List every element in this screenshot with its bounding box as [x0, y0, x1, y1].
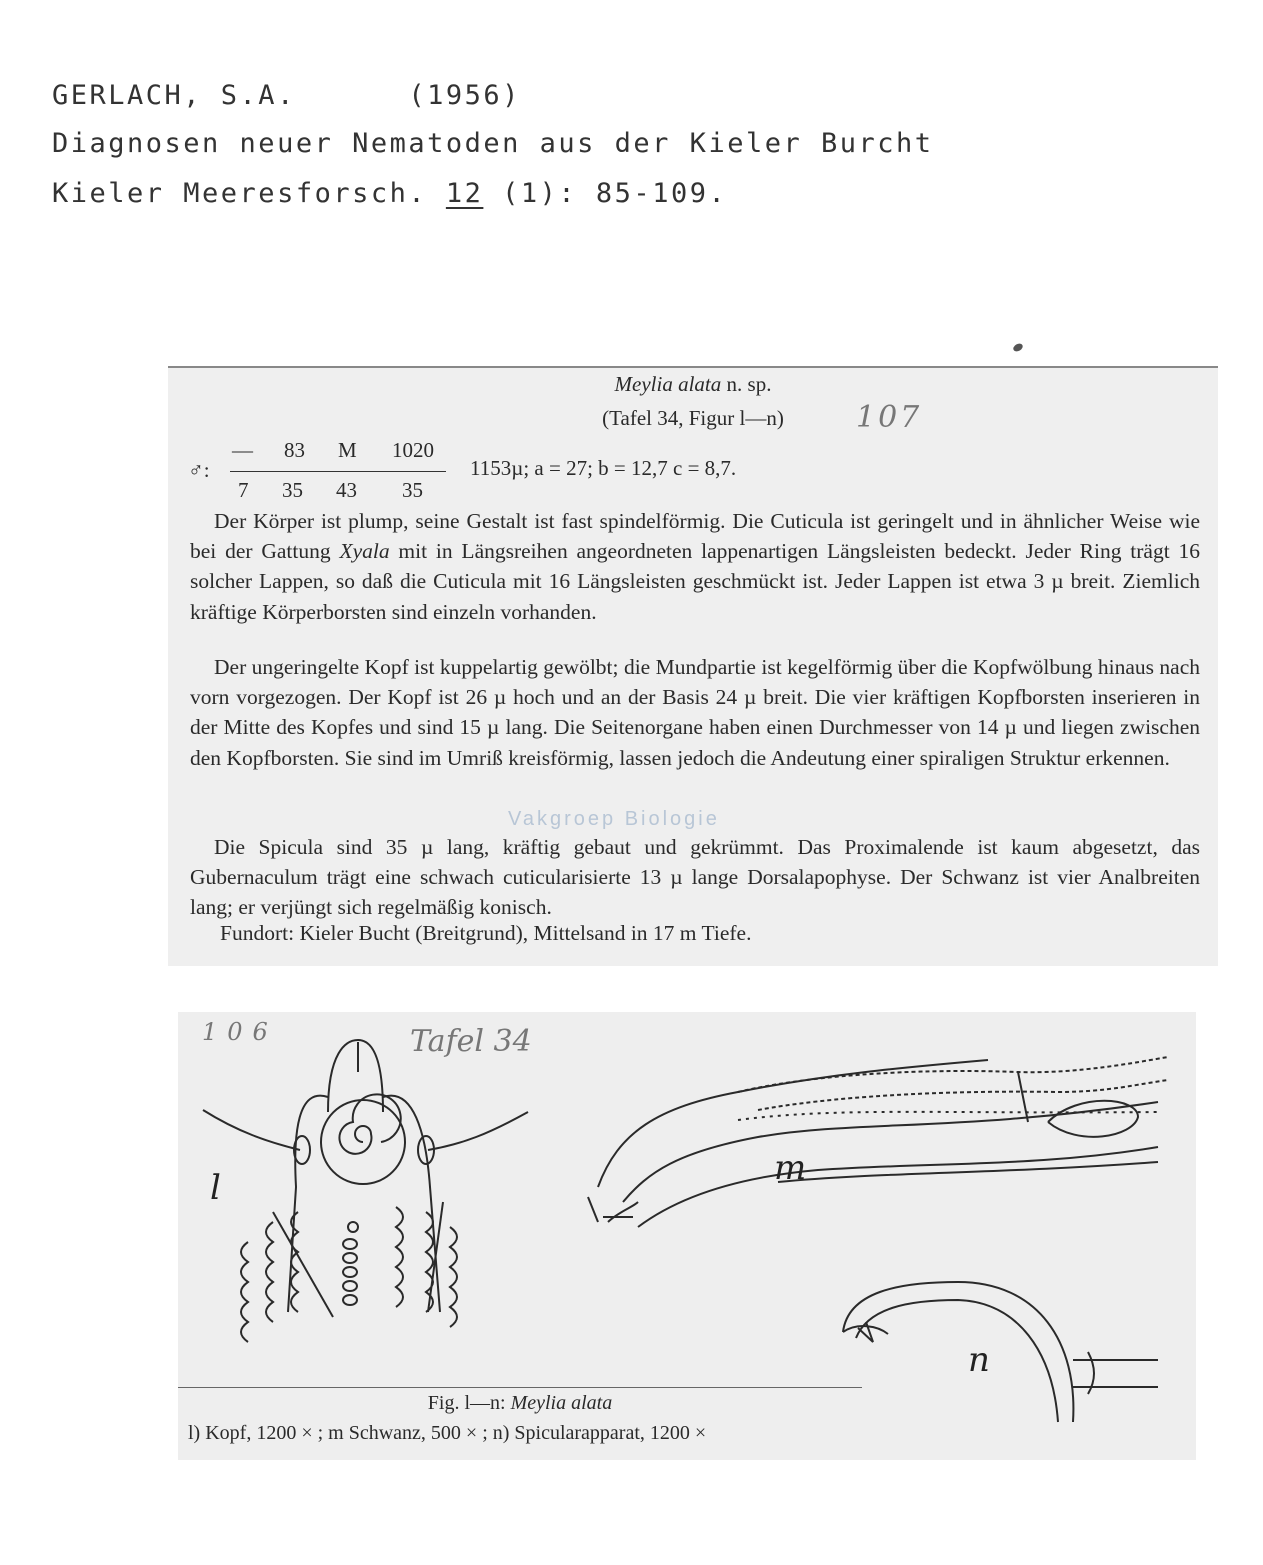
citation-issue-pages: (1): 85-109. — [483, 178, 728, 209]
scan-speck — [1012, 342, 1024, 353]
species-suffix: n. sp. — [721, 372, 772, 396]
formula-top-3: M — [338, 438, 357, 462]
caption-title — [178, 1392, 862, 1415]
caption-species: Meylia alata — [510, 1392, 613, 1414]
species-title — [168, 372, 1218, 397]
cuticle-lobes-left — [241, 1212, 333, 1342]
caption-detail: l) Kopf, 1200 × ; m Schwanz, 500 × ; n) Spicularapparat, 1200 × — [188, 1422, 707, 1444]
formula-top-2: 83 — [284, 438, 305, 462]
figure-label-m: m — [774, 1148, 807, 1188]
citation-volume: 12 — [445, 178, 484, 209]
spicule-drawing — [843, 1282, 1158, 1422]
handwritten-page-number: 106 — [202, 1018, 278, 1046]
amphid-chain — [343, 1222, 358, 1305]
library-watermark: Vakgroep Biologie — [508, 808, 720, 830]
cuticle-lobes-right — [396, 1202, 457, 1327]
plate-reference — [168, 406, 1218, 431]
citation-journal-line — [52, 178, 727, 209]
citation-year: (1956) — [408, 80, 521, 111]
formula-top-4: 1020 — [392, 438, 434, 462]
head-drawing — [203, 1040, 528, 1342]
citation-journal: Kieler Meeresforsch. — [52, 178, 446, 209]
figure-caption — [178, 1387, 862, 1458]
formula-bottom-3: 43 — [336, 478, 357, 502]
species-name: Meylia alata — [614, 372, 722, 396]
citation-author: GERLACH, S.A. — [52, 80, 296, 111]
formula-top-1: — — [232, 438, 253, 462]
handwritten-plate-number: Tafel 34 — [410, 1024, 532, 1059]
formula-bottom-1: 7 — [238, 478, 249, 502]
citation-author-line — [52, 80, 521, 111]
sex-symbol: ♂: — [188, 458, 210, 482]
description-clipping — [168, 366, 1218, 966]
figure-label-n: n — [968, 1340, 990, 1380]
formula-bottom-2: 35 — [282, 478, 303, 502]
formula-bottom-4: 35 — [402, 478, 423, 502]
caption-prefix: Fig. l—n: — [427, 1392, 511, 1414]
tail-drawing — [588, 1057, 1168, 1227]
plate-reference-text: (Tafel 34, Figur l—n) — [602, 406, 784, 430]
formula-rule — [230, 471, 446, 472]
paragraph-spicula: Die Spicula sind 35 µ lang, kräftig gebaut und gekrümmt. Das Proximalende ist kaum abgesetzt, das Gubernaculum trägt eine schwach cuticularisierte 13 µ lange Dorsalapophyse. Der Schwanz ist vier Analbreiten lang; er verjüngt sich regelmäßig konisch. — [190, 835, 1200, 920]
paragraph-head: Der ungeringelte Kopf ist kuppelartig gewölbt; die Mundpartie ist kegelförmig über die Kopfwölbung hinaus nach vorn vorgezogen. Der Kopf ist 26 µ hoch und an der Basis 24 µ breit. Die vier kräftigen Kopfborsten inserieren in der Mitte des Kopfes und sind 15 µ lang. Die Seitenorgane haben einen Durchmesser von 14 µ und liegen zwischen den Kopfborsten. Sie sind im Umriß kreisförmig, lassen jedoch die Andeutung einer spiraligen Struktur erkennen. — [190, 655, 1200, 770]
figure-clipping — [178, 1012, 1196, 1460]
figure-label-l: l — [210, 1168, 221, 1208]
citation-title: Diagnosen neuer Nematoden aus der Kieler Burcht — [52, 128, 934, 159]
paragraph-body: Der Körper ist plump, seine Gestalt ist fast spindelförmig. Die Cuticula ist geringelt und in ähnlicher Weise wie bei der Gattung Xyala mit in Längsreihen angeordneten lappenartigen Längsleisten bedeckt. Jeder Ring trägt 16 solcher Lappen, so daß die Cuticula mit 16 Längsleisten geschmückt ist. Jeder Lappen ist etwa 3 µ breit. Ziemlich kräftige Körperborsten sind einzeln vorhanden. — [190, 509, 1200, 624]
paragraph-locality: Fundort: Kieler Bucht (Breitgrund), Mittelsand in 17 m Tiefe. — [220, 921, 752, 945]
formula-ratios: 1153µ; a = 27; b = 12,7 c = 8,7. — [470, 456, 737, 480]
handwritten-page-number: 107 — [856, 400, 923, 435]
